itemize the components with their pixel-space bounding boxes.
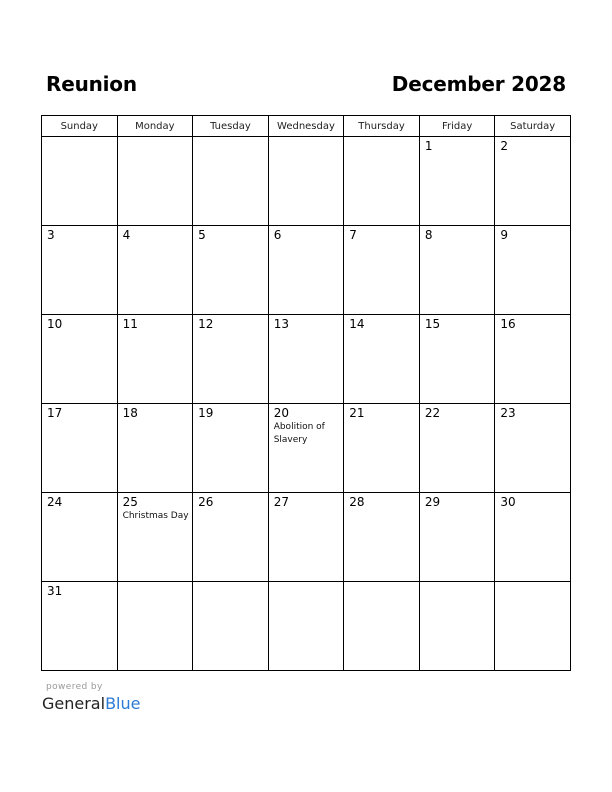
- day-cell: [268, 493, 344, 582]
- day-number: 22: [424, 406, 441, 420]
- day-cell: [117, 315, 193, 404]
- day-number: 12: [198, 317, 214, 331]
- day-cell: [42, 226, 118, 315]
- day-cell: [42, 582, 118, 671]
- day-cell: [344, 315, 420, 404]
- day-number: 25: [122, 495, 138, 509]
- day-cell: [117, 226, 193, 315]
- day-number: 9: [500, 228, 509, 242]
- day-cell: [193, 404, 269, 493]
- day-number: 27: [273, 495, 289, 509]
- day-cell: [193, 226, 269, 315]
- empty-day-cell: [193, 582, 269, 671]
- week-row: [42, 315, 571, 404]
- empty-day-cell: [117, 137, 193, 226]
- day-cell: [117, 493, 193, 582]
- generalblue-logo: [42, 694, 140, 713]
- empty-day-cell: [117, 582, 193, 671]
- day-cell: [268, 404, 344, 493]
- holiday-label: Christmas Day: [122, 511, 189, 521]
- day-number: 6: [273, 228, 282, 242]
- day-cell: [419, 137, 495, 226]
- day-number: 4: [122, 228, 131, 242]
- day-cell: [344, 226, 420, 315]
- day-number: 26: [198, 495, 214, 509]
- empty-day-cell: [193, 137, 269, 226]
- day-cell: [495, 137, 571, 226]
- day-cell: [117, 404, 193, 493]
- weekday-header-saturday: Saturday: [495, 116, 571, 137]
- region-title: Reunion: [46, 72, 137, 96]
- day-number: 11: [122, 317, 138, 331]
- empty-day-cell: [495, 582, 571, 671]
- day-cell: [344, 493, 420, 582]
- day-number: 24: [47, 495, 63, 509]
- empty-day-cell: [268, 137, 344, 226]
- day-cell: [419, 226, 495, 315]
- day-cell: [495, 493, 571, 582]
- day-cell: [419, 315, 495, 404]
- day-cell: [193, 315, 269, 404]
- day-cell: [42, 493, 118, 582]
- day-number: 23: [500, 406, 516, 420]
- weekday-header-sunday: Sunday: [42, 116, 118, 137]
- powered-by-text: powered by: [46, 682, 103, 692]
- day-number: 28: [349, 495, 365, 509]
- day-number: 1: [424, 139, 433, 153]
- empty-day-cell: [419, 582, 495, 671]
- week-row: [42, 404, 571, 493]
- day-number: 19: [198, 406, 214, 420]
- weekday-header-thursday: Thursday: [344, 116, 420, 137]
- day-cell: [193, 493, 269, 582]
- day-cell: [419, 404, 495, 493]
- day-number: 20: [273, 406, 289, 420]
- day-cell: [495, 315, 571, 404]
- day-cell: [42, 315, 118, 404]
- empty-day-cell: [344, 137, 420, 226]
- week-row: [42, 493, 571, 582]
- weekday-header-tuesday: Tuesday: [193, 116, 269, 137]
- day-cell: [42, 404, 118, 493]
- calendar-grid: [41, 115, 571, 671]
- day-number: 10: [47, 317, 63, 331]
- month-year-title: December 2028: [391, 72, 566, 96]
- week-row: [42, 582, 571, 671]
- weekday-header-friday: Friday: [419, 116, 495, 137]
- day-number: 18: [122, 406, 138, 420]
- weekday-header-row: [42, 116, 571, 137]
- brand-general-text: General: [42, 694, 106, 713]
- day-number: 17: [47, 406, 63, 420]
- brand-blue-text: Blue: [105, 694, 141, 713]
- day-number: 29: [424, 495, 441, 509]
- weekday-header-monday: Monday: [117, 116, 193, 137]
- day-cell: [268, 226, 344, 315]
- day-number: 3: [47, 228, 55, 242]
- day-cell: [344, 404, 420, 493]
- day-number: 31: [47, 584, 63, 598]
- day-number: 8: [424, 228, 433, 242]
- weekday-header-wednesday: Wednesday: [268, 116, 344, 137]
- week-row: [42, 137, 571, 226]
- day-number: 2: [500, 139, 509, 153]
- day-number: 15: [424, 317, 441, 331]
- day-number: 7: [349, 228, 357, 242]
- day-number: 16: [500, 317, 516, 331]
- day-number: 21: [349, 406, 365, 420]
- empty-day-cell: [268, 582, 344, 671]
- day-number: 5: [198, 228, 206, 242]
- empty-day-cell: [344, 582, 420, 671]
- day-number: 14: [349, 317, 365, 331]
- holiday-label: Abolition of Slavery: [273, 422, 325, 445]
- week-row: [42, 226, 571, 315]
- empty-day-cell: [42, 137, 118, 226]
- day-cell: [495, 404, 571, 493]
- day-number: 30: [500, 495, 516, 509]
- day-cell: [268, 315, 344, 404]
- day-cell: [419, 493, 495, 582]
- day-cell: [495, 226, 571, 315]
- day-number: 13: [273, 317, 289, 331]
- calendar-body: [42, 137, 571, 671]
